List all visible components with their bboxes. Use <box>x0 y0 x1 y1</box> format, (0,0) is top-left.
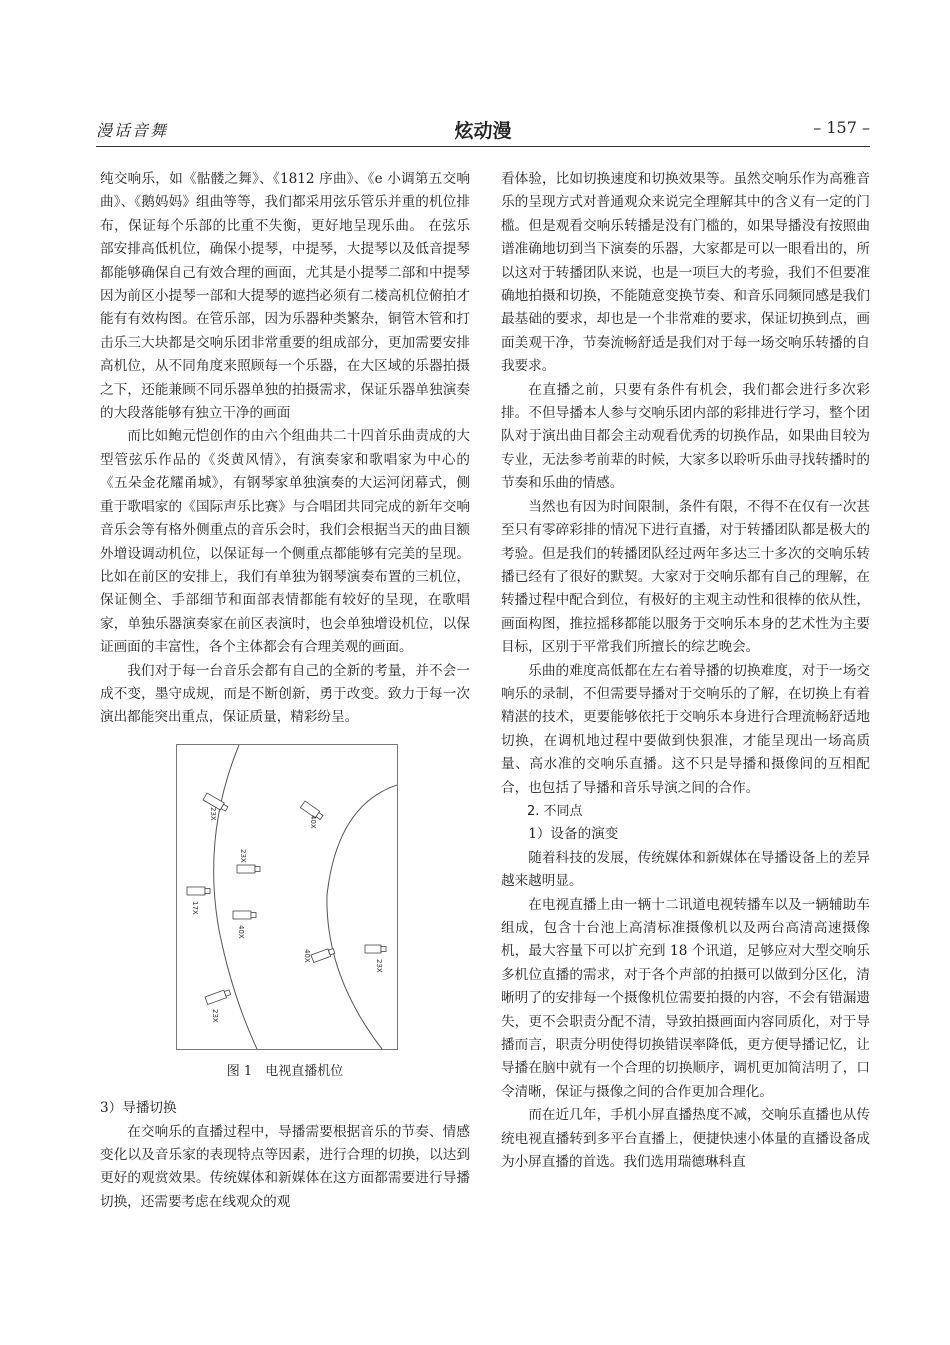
paragraph: 随着科技的发展，传统媒体和新媒体在导播设备上的差异越来越明显。 <box>501 849 870 890</box>
paragraph: 在电视直播上由一辆十二讯道电视转播车以及一辆辅助车组成，包含十台池上高清标准摄像机以及两台高清高速摄像机，最大容量下可以扩充到 18 个讯道，足够应对大型交响乐多机位直播的需求，对于各个声部的拍摄可以做到分区化，清晰明了的安排每一个摄像机位需要拍摄的内容，不会有错漏遗失，更不会职责分配不清，导致拍摄画面内容同质化，对于导播而言，职责分明使得切换错误率降低，更方便导播记忆，让导播在脑中就有一个合理的切换顺序，调机更加简洁明了，口令清晰，保证与摄像之间的合作更加合理化。 <box>501 896 870 1100</box>
paragraph: 我们对于每一台音乐会都有自己的全新的考量，并不会一成不变，墨守成规，而是不断创新，勇于改变。致力于每一次演出都能突出重点，保证质量，精彩纷呈。 <box>100 662 470 726</box>
camera-position-diagram <box>176 744 398 1050</box>
section-heading: 2. 不同点 <box>527 803 583 819</box>
page-number: – 157 – <box>813 118 870 137</box>
section-subtitle: 3）导播切换 <box>100 1100 177 1117</box>
paragraph: 而在近几年，手机小屏直播热度不减，交响乐直播也从传统电视直播转到多平台直播上，便捷快速小体量的直播设备成为小屏直播的首选。我们选用瑞德琳科直 <box>501 1107 870 1171</box>
camera-icon <box>365 945 386 953</box>
camera-icon <box>233 911 256 919</box>
zoom-label: 40X <box>309 814 317 829</box>
zoom-label: 40X <box>237 924 245 939</box>
camera-layout-svg <box>177 745 397 1049</box>
journal-section-name: 漫话音舞 <box>96 121 169 140</box>
zoom-label: 23X <box>209 806 217 821</box>
right-column <box>501 168 870 1174</box>
paragraph: 看体验，比如切换速度和切换效果等。虽然交响乐作为高雅音乐的呈现方式对普通观众来说完全理解其中的含义有一定的门槛。但是观看交响乐转播是没有门槛的，如果导播没有按照曲谱准确地切到当下演奏的乐器，大家都是可以一眼看出的，所以这对于转播团队来说，也是一项巨大的考验，我们不但要准确地拍摄和切换，不能随意变换节奏、和音乐同频同感是我们最基础的要求，却也是一个非常难的要求，保证切换到点，画面美观干净，节奏流畅舒适是我们对于每一场交响乐转播的自我要求。 <box>501 171 870 375</box>
stage-arc-inner <box>327 785 397 1049</box>
zoom-label: 40X <box>303 948 311 963</box>
camera-icon <box>205 988 231 1004</box>
figure-caption: 图 1 电视直播机位 <box>226 1063 344 1079</box>
header-rule <box>96 146 870 147</box>
paragraph: 当然也有因为时间限制，条件有限，不得不在仅有一次甚至只有零碎彩排的情况下进行直播，对于转播团队都是极大的考验。但是我们的转播团队经过两年多达三十多次的交响乐转播已经有了很好的默契。大家对于交响乐都有自己的理解，在转播过程中配合到位，有极好的主观主动性和很棒的依从性，画面构图，推拉摇移都能以服务于交响乐本身的艺术性为主要目标，区别于平常我们所擅长的综艺晚会。 <box>501 498 870 656</box>
zoom-label: 17X <box>191 900 199 915</box>
camera-icon <box>187 887 210 895</box>
running-header <box>96 116 870 144</box>
zoom-label: 23X <box>211 1008 219 1023</box>
section-subtitle: 1）设备的演变 <box>528 826 619 843</box>
left-column <box>100 168 470 1214</box>
stage-arc-outer <box>214 745 257 1049</box>
camera-icon <box>237 865 260 873</box>
zoom-label: 23X <box>375 958 383 973</box>
paragraph: 乐曲的难度高低都在左右着导播的切换难度，对于一场交响乐的录制，不但需要导播对于交响乐的了解，在切换上有着精湛的技术，更要能够依托于交响乐本身进行合理流畅舒适地切换，在调机地过程中要做到快狠准，才能呈现出一场高质量、高水准的交响乐直播。这不只是导播和摄像间的互相配合，也包括了导播和音乐导演之间的合作。 <box>501 662 870 796</box>
camera-icon <box>311 947 335 962</box>
zoom-label: 23X <box>239 848 247 863</box>
paragraph: 在交响乐的直播过程中，导播需要根据音乐的节奏、情感变化以及音乐家的表现特点等因素，进行合理的切换，以达到更好的观赏效果。传统媒体和新媒体在这方面都需要进行导播切换，还需要考虑在线观众的观 <box>100 1123 470 1210</box>
column-title: 炫动漫 <box>454 120 512 142</box>
paragraph: 在直播之前，只要有条件有机会，我们都会进行多次彩排。不但导播本人参与交响乐团内部的彩排进行学习，整个团队对于演出曲目都会主动观看优秀的切换作品，如果曲目较为专业，无法参考前辈的时候，大家多以聆听乐曲寻找转播时的节奏和乐曲的情感。 <box>501 381 870 492</box>
paragraph: 纯交响乐，如《骷髅之舞》、《1812 序曲》、《e 小调第五交响曲》、《鹅妈妈》组曲等等，我们都采用弦乐管乐并重的机位排布，保证每个乐部的比重不失衡，更好地呈现乐曲。 在弦乐部安排高低机位，确保小提琴，中提琴，大提琴以及低音提琴都能够确保自己有效合理的画面，尤其是小提琴二部和中提琴因为前区小提琴一部和大提琴的遮挡必须有二楼高机位俯拍才能有有效构图。在管乐部，因为乐器种类繁杂，铜管木管和打击乐三大块都是交响乐团非常重要的组成部分，更加需要安排高机位，从不同角度来照顾每一个乐器，在大区域的乐器拍摄之下，还能兼顾不同乐器单独的拍摄需求，保证乐器单独演奏的大段落能够有独立干净的画面 <box>100 171 470 422</box>
paragraph: 而比如鲍元恺创作的由六个组曲共二十四首乐曲责成的大型管弦乐作品的《炎黄风情》，有演奏家和歌唱家为中心的《五朵金花耀甬城》，有钢琴家单独演奏的大运河闭幕式，侧重于歌唱家的《国际声乐比赛》与合唱团共同完成的新年交响音乐会等有格外侧重点的音乐会时，我们会根据当天的曲目额外增设调动机位，以保证每一个侧重点都能够有完美的呈现。比如在前区的安排上，我们有单独为钢琴演奏布置的三机位，保证侧全、手部细节和面部表情都能有较好的呈现，在歌唱家，单独乐器演奏家在前区表演时，也会单独增设机位，以保证画面的丰富性，各个主体都会有合理美观的画面。 <box>100 428 470 656</box>
